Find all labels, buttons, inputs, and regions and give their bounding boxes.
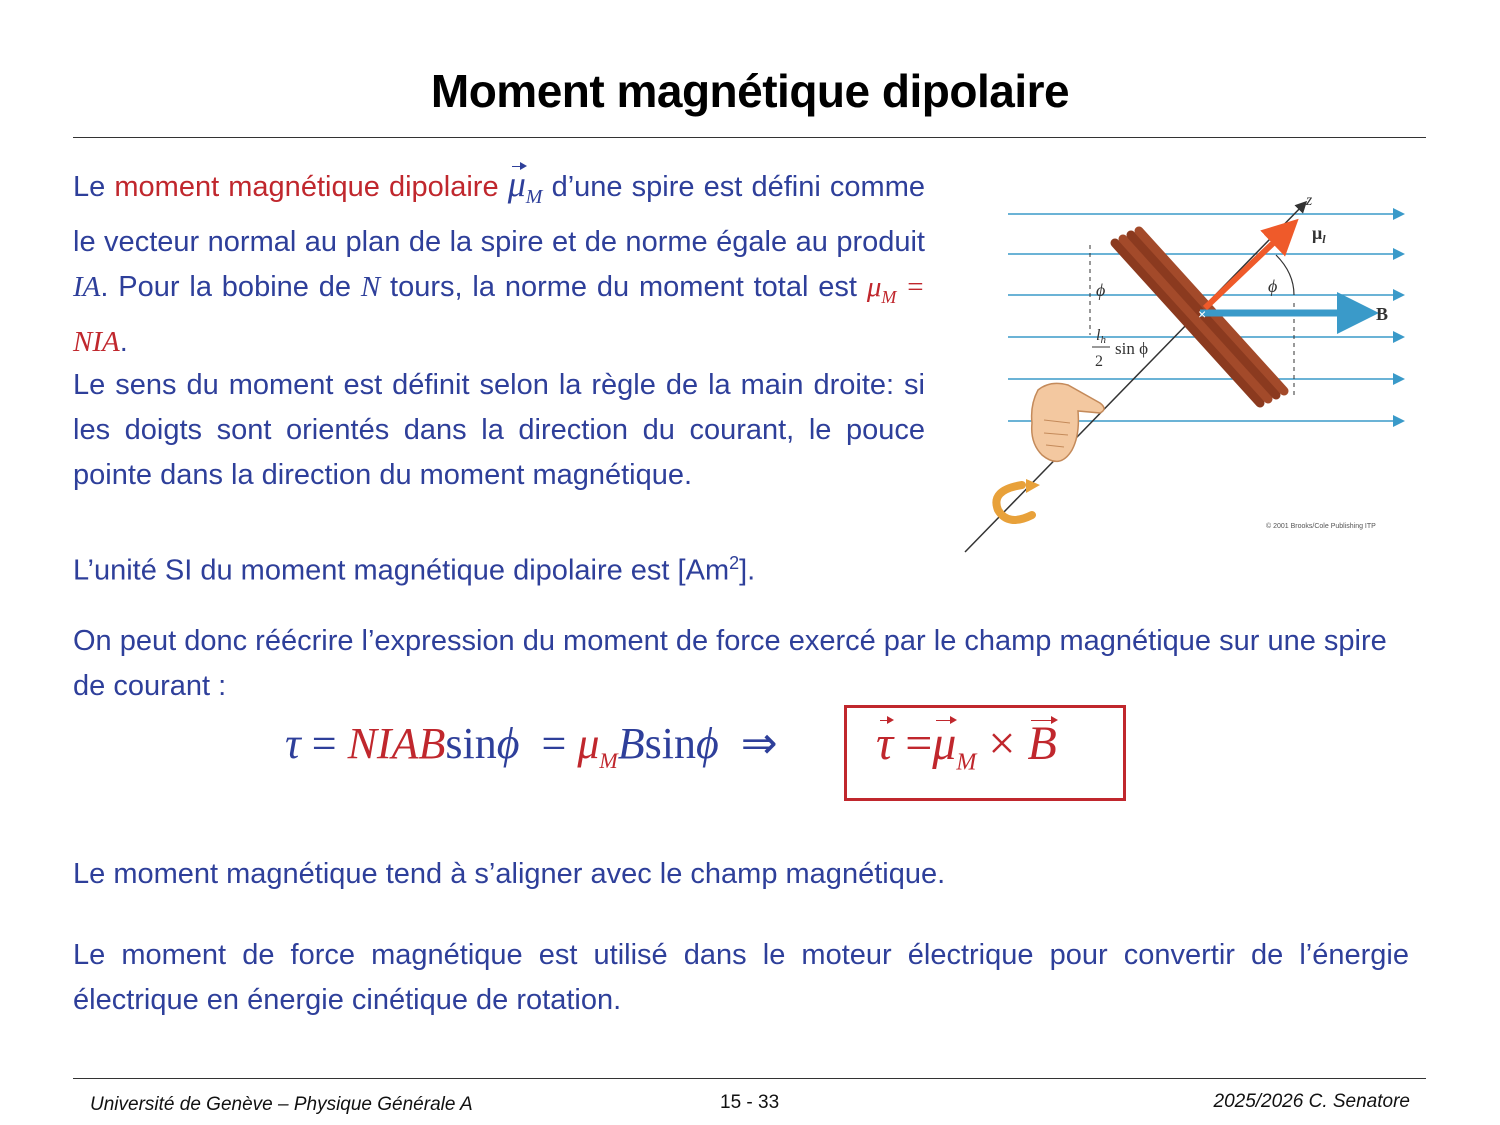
paragraph-si-unit: L’unité SI du moment magnétique dipolaire est [Am$^2$].	[73, 553, 756, 587]
footer-left: Université de Genève – Physique Générale A	[90, 1094, 473, 1115]
coil-torque-figure	[960, 185, 1410, 560]
torque-vector-formula: $\tau =\mu_M \times B$	[876, 717, 1057, 776]
phi-arc	[1276, 255, 1294, 295]
equation-mu-nia: $\mu_M$ = NIA	[73, 270, 925, 358]
mu-l-label: $\mu_l$	[1312, 223, 1326, 246]
mu-vector-symbol: μ	[508, 162, 526, 207]
z-label: z	[1306, 192, 1313, 209]
frac-num: lh	[1096, 327, 1106, 346]
paragraph-motor: Le moment de force magnétique est utilisé dans le moteur électrique pour convertir de l’énergie électrique en énergie cinétique de rotation.	[73, 939, 1409, 1016]
hand-icon	[1032, 383, 1104, 461]
paragraph-definition: Le moment magnétique dipolaire $\mu_M$ d’une spire est défini comme le vecteur normal au plan de la spire et de norme égale au produit IA. Pour la bobine de N tours, la norme du moment total est $\mu_M$ = NIA.	[73, 164, 925, 358]
footer-page-number: 15 - 33	[720, 1092, 780, 1113]
torque-formula: τ = NIABsinϕ = $\mu_MBsin\phi$ ⇒	[285, 719, 778, 773]
paragraph-rewrite: On peut donc réécrire l’expression du moment de force exercé par le champ magnétique sur une spire de courant :	[73, 625, 1387, 702]
paragraph-right-hand-rule: Le sens du moment est définit selon la règle de la main droite: si les doigts sont orientés dans la direction du courant, le pouce pointe dans la direction du moment magnétique.	[73, 369, 925, 491]
page-title: Moment magnétique dipolaire	[430, 65, 1070, 117]
phi-left-label: ϕ	[1096, 280, 1106, 300]
sin-phi-label: sin ϕ	[1115, 339, 1149, 358]
x-marker: ×	[1198, 306, 1207, 322]
phi-right-label: ϕ	[1268, 276, 1278, 296]
frac-den: 2	[1095, 353, 1103, 370]
figure-copyright: © 2001 Brooks/Cole Publishing ITP	[1266, 523, 1376, 530]
footer-right: 2025/2026 C. Senatore	[1213, 1091, 1410, 1112]
term-dipole-moment: moment magnétique dipolaire	[114, 171, 499, 203]
b-label: B	[1376, 304, 1389, 324]
footer-divider	[73, 1078, 1426, 1079]
title-divider	[73, 137, 1426, 138]
paragraph-alignment: Le moment magnétique tend à s’aligner avec le champ magnétique.	[73, 858, 946, 890]
